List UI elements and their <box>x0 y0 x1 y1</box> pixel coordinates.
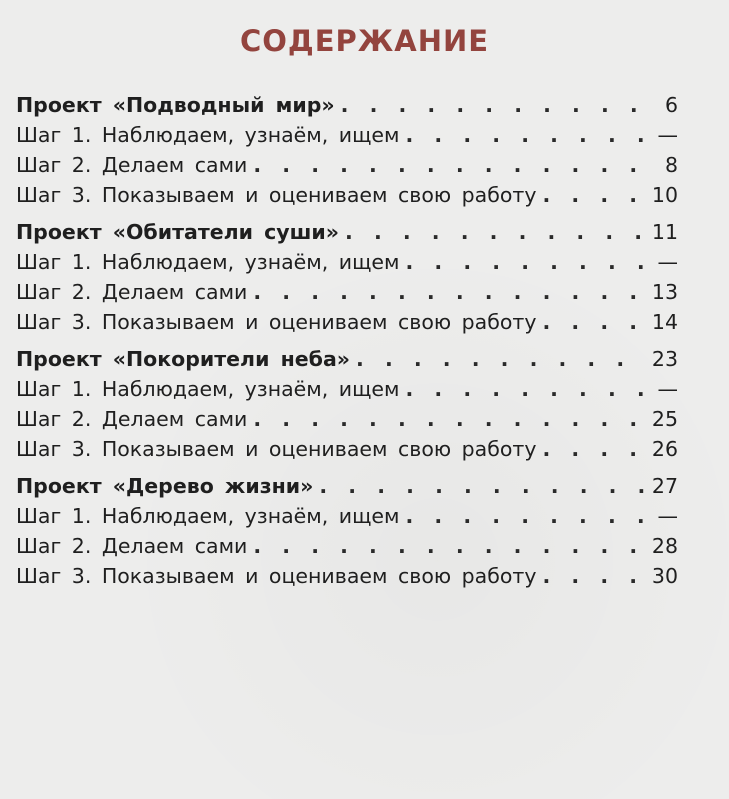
dot-leader <box>253 150 648 180</box>
toc-step-label: Шаг 2. Делаем сами <box>16 153 248 177</box>
dot-leader <box>253 277 646 307</box>
toc-step-row <box>16 501 678 531</box>
page-title: СОДЕРЖАНИЕ <box>239 24 490 58</box>
toc-step-row <box>16 434 678 464</box>
toc-page-number: — <box>657 250 678 274</box>
toc-step-row <box>16 531 678 561</box>
toc-page-number: 11 <box>651 220 678 244</box>
toc-page-number: 28 <box>651 534 678 558</box>
dot-leader <box>406 501 649 531</box>
toc-step-row <box>16 180 678 210</box>
dot-leader <box>542 561 645 591</box>
toc-page-number: 23 <box>651 347 678 371</box>
table-of-contents <box>16 90 678 598</box>
toc-step-row <box>16 404 678 434</box>
toc-heading-label: Проект «Дерево жизни» <box>16 474 314 498</box>
toc-step-label: Шаг 2. Делаем сами <box>16 280 248 304</box>
dot-leader <box>406 374 649 404</box>
toc-page-number: — <box>657 123 678 147</box>
toc-step-row <box>16 374 678 404</box>
toc-page-number: 27 <box>651 474 678 498</box>
toc-page-number: 25 <box>651 407 678 431</box>
toc-step-label: Шаг 3. Показываем и оцениваем свою работу <box>16 564 537 588</box>
toc-page-number: 8 <box>664 153 678 177</box>
dot-leader <box>542 307 645 337</box>
toc-heading-row <box>16 217 678 247</box>
dot-leader <box>542 180 645 210</box>
toc-heading-row <box>16 471 678 501</box>
toc-heading-label: Проект «Обитатели суши» <box>16 220 340 244</box>
toc-heading-label: Проект «Покорители неба» <box>16 347 351 371</box>
dot-leader <box>253 531 646 561</box>
toc-step-label: Шаг 1. Наблюдаем, узнаём, ищем <box>16 250 400 274</box>
dot-leader <box>356 344 646 374</box>
toc-page-number: 30 <box>651 564 678 588</box>
dot-leader <box>345 217 646 247</box>
toc-page-number: 13 <box>651 280 678 304</box>
toc-page-number: 26 <box>651 437 678 461</box>
toc-step-row <box>16 120 678 150</box>
toc-section-3 <box>16 344 678 464</box>
toc-page-number: — <box>657 504 678 528</box>
toc-step-label: Шаг 1. Наблюдаем, узнаём, ищем <box>16 123 400 147</box>
dot-leader <box>406 120 649 150</box>
toc-step-label: Шаг 3. Показываем и оцениваем свою работу <box>16 437 537 461</box>
toc-step-label: Шаг 1. Наблюдаем, узнаём, ищем <box>16 377 400 401</box>
toc-step-label: Шаг 2. Делаем сами <box>16 534 248 558</box>
toc-step-label: Шаг 2. Делаем сами <box>16 407 248 431</box>
toc-step-row <box>16 247 678 277</box>
toc-section-2 <box>16 217 678 337</box>
toc-step-row <box>16 307 678 337</box>
toc-heading-label: Проект «Подводный мир» <box>16 93 335 117</box>
toc-page-number: 6 <box>664 93 678 117</box>
toc-heading-row <box>16 344 678 374</box>
toc-page-number: 14 <box>651 310 678 334</box>
toc-section-4 <box>16 471 678 591</box>
toc-step-label: Шаг 3. Показываем и оцениваем свою работу <box>16 183 537 207</box>
toc-heading-row <box>16 90 678 120</box>
toc-section-1 <box>16 90 678 210</box>
toc-step-row <box>16 277 678 307</box>
dot-leader <box>341 90 648 120</box>
toc-step-row <box>16 150 678 180</box>
toc-step-row <box>16 561 678 591</box>
dot-leader <box>406 247 649 277</box>
toc-page-number: 10 <box>651 183 678 207</box>
dot-leader <box>253 404 646 434</box>
dot-leader <box>319 471 646 501</box>
toc-step-label: Шаг 3. Показываем и оцениваем свою работу <box>16 310 537 334</box>
dot-leader <box>542 434 645 464</box>
toc-page-number: — <box>657 377 678 401</box>
toc-step-label: Шаг 1. Наблюдаем, узнаём, ищем <box>16 504 400 528</box>
